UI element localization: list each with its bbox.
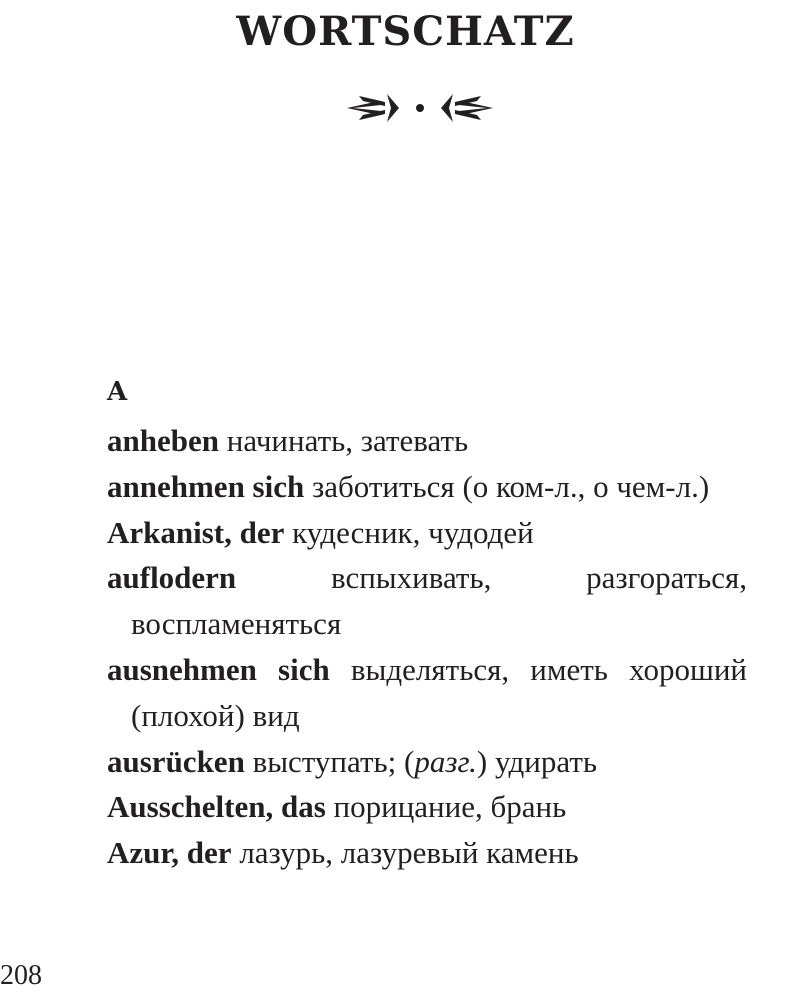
vocabulary-entry <box>107 784 747 830</box>
fleuron-ornament-icon <box>345 82 495 134</box>
entry-headword: anheben <box>107 423 219 458</box>
entry-headword: auflodern <box>107 560 237 596</box>
entry-headword: Azur, der <box>107 835 232 871</box>
entry-headword: ausrücken <box>107 743 245 779</box>
entry-headword: annehmen sich <box>107 468 305 504</box>
entry-headword: Ausschelten, das <box>107 789 326 825</box>
entry-translation: вспыхивать, разгораться, воспламеняться <box>131 560 747 642</box>
vocabulary-entry <box>107 830 747 876</box>
vocabulary-entry <box>107 418 747 464</box>
section-letter-heading: A <box>107 377 128 407</box>
entry-translation: лазурь, лазуревый камень <box>231 835 579 871</box>
vocabulary-entry <box>107 647 747 739</box>
vocabulary-entry <box>107 739 747 785</box>
entry-translation: выступать; ( <box>244 743 415 779</box>
entry-translation: начинать, затевать <box>218 423 469 458</box>
entry-translation: порицание, брань <box>325 789 567 825</box>
page-title: WORTSCHATZ <box>236 8 575 55</box>
entry-usage-label: разг. <box>414 743 477 779</box>
vocabulary-entry <box>107 510 747 556</box>
vocabulary-entry <box>107 464 747 510</box>
vocabulary-entry <box>107 555 747 647</box>
entry-headword: Arkanist, der <box>107 514 285 550</box>
page-number: 208 <box>0 960 42 991</box>
entry-translation-rest: ) удирать <box>476 743 597 779</box>
entry-translation: кудесник, чудодей <box>284 514 534 550</box>
vocabulary-list <box>107 418 747 876</box>
entry-headword: ausnehmen sich <box>107 651 330 687</box>
entry-translation: выделяться, иметь хороший (плохой) вид <box>131 651 747 733</box>
entry-translation: заботиться (о ком-л., о чем-л.) <box>304 468 710 504</box>
